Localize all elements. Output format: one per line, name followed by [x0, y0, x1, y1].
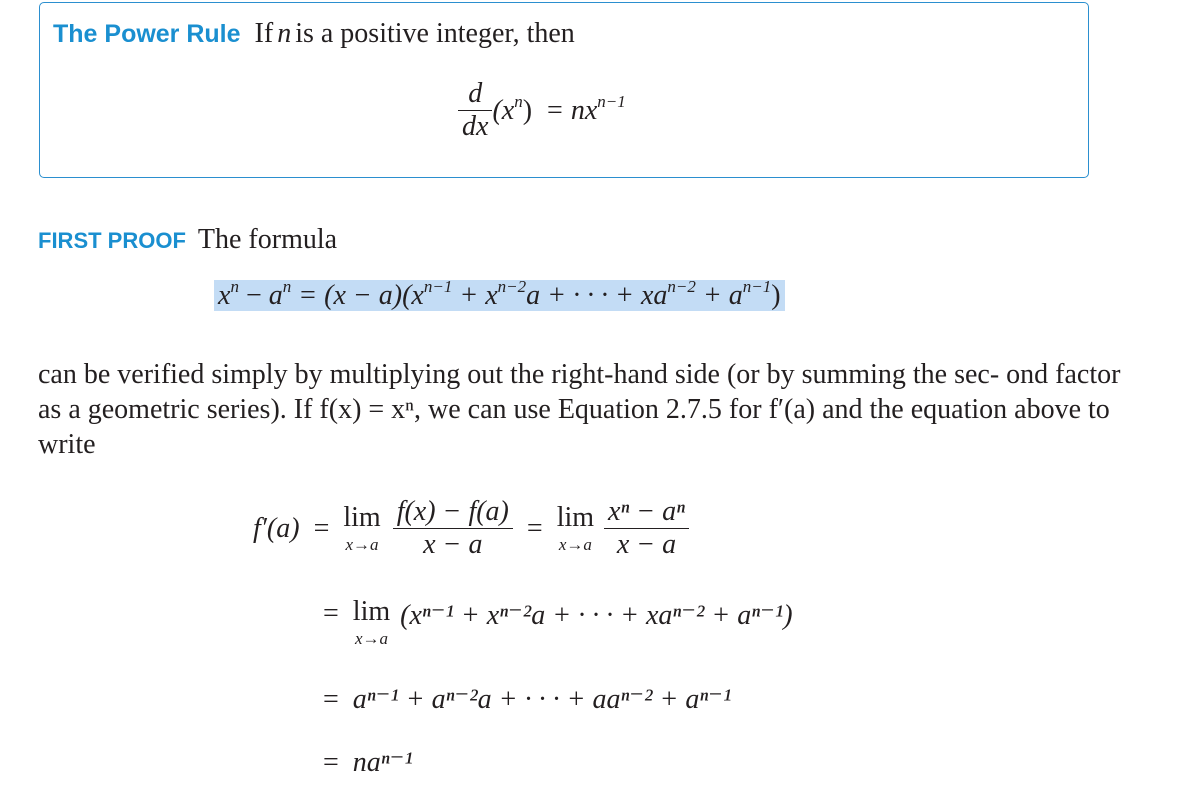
formula-rhs-exponent: n−1	[597, 91, 626, 111]
identity-plus: + a	[695, 280, 743, 311]
proof-heading-line	[38, 224, 337, 256]
proof-intro: The formula	[197, 224, 338, 255]
identity-exp: n	[282, 277, 292, 296]
limit-word: lim	[556, 502, 595, 533]
proof-paragraph: can be verified simply by multiplying out the right-hand side (or by summing the sec- ond factor as a geometric series). If f(x) = xⁿ, we can use Equation 2.7.5 for f′(a) and the equation above to write	[38, 359, 1121, 460]
derivation-result: naⁿ⁻¹	[352, 747, 413, 778]
identity-formula	[214, 277, 785, 312]
limit-operator	[343, 504, 380, 553]
identity-highlight	[214, 277, 785, 311]
identity-mid: a + · · · + xa	[526, 280, 668, 311]
formula-equals: =	[547, 94, 563, 126]
derivation-eq: =	[323, 684, 339, 715]
quotient-denominator: x − a	[393, 528, 513, 561]
identity-exp: n−1	[423, 277, 453, 296]
quotient-denominator: x − a	[604, 528, 689, 561]
derivation-eq: =	[323, 747, 339, 778]
identity-eq: = (x − a)(x	[291, 280, 424, 311]
quotient-numerator: xⁿ − aⁿ	[608, 496, 685, 527]
power-rule-title: The Power Rule	[53, 20, 241, 48]
identity-close: )	[771, 280, 781, 311]
derivation-eq: =	[323, 598, 339, 629]
limit-operator	[353, 598, 390, 647]
limit-subscript: x→a	[354, 629, 388, 648]
quotient-numerator: f(x) − f(a)	[396, 496, 509, 527]
power-quotient	[604, 496, 689, 561]
limit-word: lim	[343, 502, 381, 533]
formula-arg: (x	[492, 94, 515, 126]
derivation-line-1	[253, 496, 689, 561]
formula-rhs: nx	[570, 94, 598, 126]
derivation-line-2	[323, 598, 793, 647]
proof-label: FIRST PROOF	[38, 228, 186, 253]
difference-quotient	[393, 496, 513, 561]
identity-exp: n−2	[497, 277, 527, 296]
identity-x: x	[218, 280, 231, 311]
limit-operator	[557, 504, 594, 553]
identity-exp: n	[230, 277, 239, 296]
rule-statement-pre: If	[254, 18, 274, 49]
limit-word: lim	[352, 596, 391, 627]
power-rule-heading-line	[53, 18, 575, 50]
rule-var-n: n	[277, 18, 292, 49]
identity-exp: n−1	[742, 277, 772, 296]
derivation-lhs: f′(a)	[253, 512, 300, 544]
derivation-line-3-expr: aⁿ⁻¹ + aⁿ⁻²a + · · · + aaⁿ⁻² + aⁿ⁻¹	[352, 684, 732, 715]
derivative-denominator: dx	[458, 110, 492, 143]
derivation-line-2-expr: (xⁿ⁻¹ + xⁿ⁻²a + · · · + xaⁿ⁻² + aⁿ⁻¹)	[400, 600, 793, 631]
power-rule-formula	[458, 78, 626, 143]
limit-subscript: x→a	[558, 535, 592, 554]
derivation-line-4	[323, 745, 413, 779]
derivation-line-3	[323, 682, 731, 716]
formula-arg-close: )	[522, 94, 533, 126]
derivation-eq: =	[526, 512, 543, 544]
formula-arg-exponent: n	[514, 91, 523, 111]
identity-plus: + x	[452, 280, 498, 311]
derivative-operator	[458, 78, 492, 143]
limit-subscript: x→a	[345, 535, 379, 554]
identity-exp: n−2	[667, 277, 696, 296]
identity-minus: −	[238, 280, 269, 311]
derivative-numerator: d	[468, 78, 483, 109]
derivation-eq: =	[313, 512, 330, 544]
rule-statement-post: is a positive integer, then	[295, 18, 575, 49]
identity-a: a	[268, 280, 283, 311]
